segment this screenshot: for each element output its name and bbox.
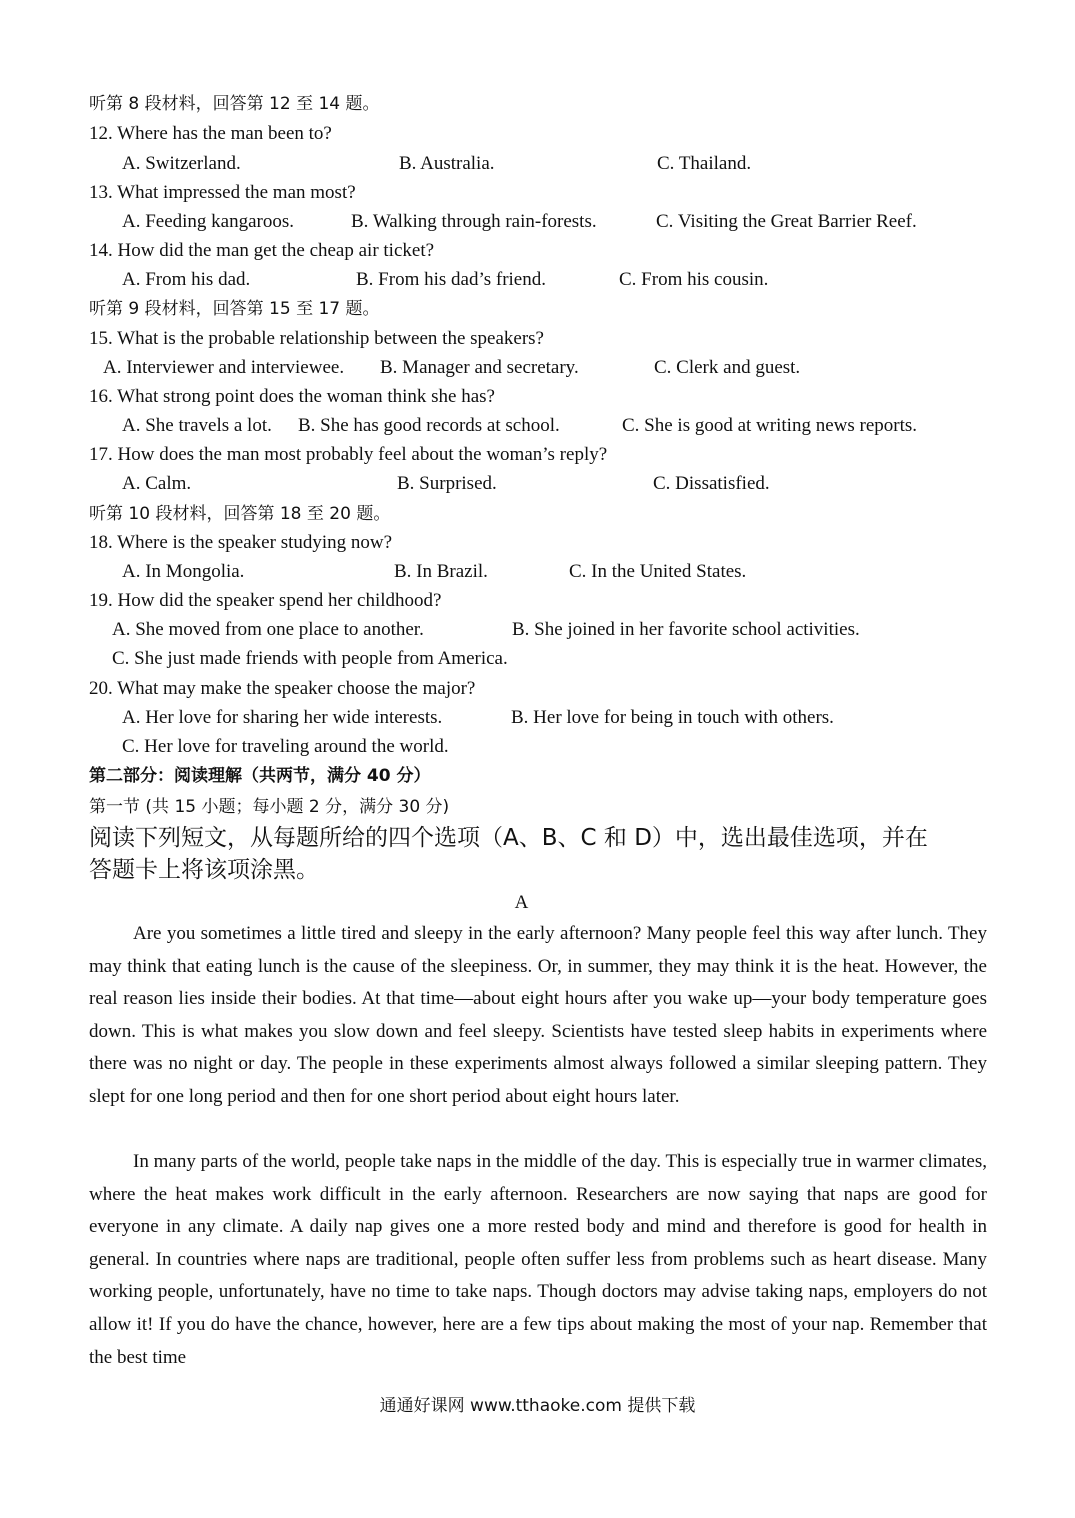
q17-option-a: A. Calm. [122, 473, 192, 494]
q14-option-a: A. From his dad. [122, 269, 251, 290]
question-13: 13. What impressed the man most? [89, 182, 356, 203]
passage-label: A [514, 892, 529, 913]
section-10-heading: 听第 10 段材料，回答第 18 至 20 题。 [89, 504, 391, 524]
passage-paragraph-2: In many parts of the world, people take naps in the middle of the day. This is especially true in warmer climates, where the heat makes work difficult in the early afternoon. Researchers are now saying that naps are good for everyone in any climate. A daily nap gives one a more rested body and mind and therefore is good for health in general. In countries where naps are traditional, people often suffer less from problems such as heart disease. Many working people, unfortunately, have no time to take naps. Though doctors may advise taking naps, employers do not allow it! If you do have the chance, however, here are a few tips about making the most of your nap. Remember that the best time [89, 1151, 987, 1368]
q19-option-a: A. She moved from one place to another. [112, 619, 424, 640]
q18-option-a: A. In Mongolia. [122, 561, 245, 582]
question-19: 19. How did the speaker spend her childhood? [89, 590, 442, 611]
q12-option-b: B. Australia. [399, 153, 495, 174]
question-14: 14. How did the man get the cheap air ticket? [89, 240, 435, 261]
q12-option-a: A. Switzerland. [122, 153, 241, 174]
question-20: 20. What may make the speaker choose the major? [89, 678, 476, 699]
q16-option-b: B. She has good records at school. [298, 415, 560, 436]
page-footer: 通通好课网 www.tthaoke.com 提供下载 [379, 1396, 696, 1416]
q18-option-b: B. In Brazil. [394, 561, 488, 582]
q20-option-a: A. Her love for sharing her wide interests. [122, 707, 443, 728]
q13-option-a: A. Feeding kangaroos. [122, 211, 295, 232]
question-17: 17. How does the man most probably feel about the woman’s reply? [89, 444, 608, 465]
question-16: 16. What strong point does the woman think she has? [89, 386, 495, 407]
section-9-heading: 听第 9 段材料，回答第 15 至 17 题。 [89, 299, 380, 319]
q14-option-c: C. From his cousin. [619, 269, 769, 290]
q17-option-c: C. Dissatisfied. [653, 473, 770, 494]
q20-option-b: B. Her love for being in touch with others. [511, 707, 834, 728]
passage-paragraph-1: Are you sometimes a little tired and sleepy in the early afternoon? Many people feel this way after lunch. They may think that eating lunch is the cause of the sleepiness. Or, in summer, they may think it is the heat. However, the real reason lies inside their bodies. At that time—about eight hours after you wake up—your body temperature goes down. This is what makes you slow down and feel sleepy. Scientists have tested sleep habits in experiments where there was no night or day. The people in these experiments almost always followed a similar sleeping pattern. They slept for one long period and then for one short period about eight hours later. [89, 923, 987, 1107]
q19-option-c: C. She just made friends with people from America. [112, 648, 508, 669]
q15-option-c: C. Clerk and guest. [654, 357, 801, 378]
q16-option-c: C. She is good at writing news reports. [622, 415, 918, 436]
section-8-heading: 听第 8 段材料，回答第 12 至 14 题。 [89, 94, 380, 114]
q19-option-b: B. She joined in her favorite school activities. [512, 619, 860, 640]
q17-option-b: B. Surprised. [397, 473, 497, 494]
q15-option-a: A. Interviewer and interviewee. [103, 357, 345, 378]
question-15: 15. What is the probable relationship between the speakers? [89, 328, 544, 349]
q13-option-b: B. Walking through rain-forests. [351, 211, 597, 232]
section-one-heading: 第一节 (共 15 小题；每小题 2 分，满分 30 分) [89, 797, 450, 817]
q18-option-c: C. In the United States. [569, 561, 747, 582]
q13-option-c: C. Visiting the Great Barrier Reef. [656, 211, 917, 232]
instruction-line-2: 答题卡上将该项涂黑。 [89, 857, 319, 883]
q16-option-a: A. She travels a lot. [122, 415, 272, 436]
question-18: 18. Where is the speaker studying now? [89, 532, 393, 553]
question-12: 12. Where has the man been to? [89, 123, 332, 144]
instruction-line-1: 阅读下列短文，从每题所给的四个选项（A、B、C 和 D）中，选出最佳选项，并在 [89, 825, 928, 851]
q20-option-c: C. Her love for traveling around the world. [122, 736, 449, 757]
q14-option-b: B. From his dad’s friend. [356, 269, 546, 290]
q12-option-c: C. Thailand. [657, 153, 752, 174]
part-two-title: 第二部分：阅读理解（共两节，满分 40 分） [89, 766, 431, 786]
q15-option-b: B. Manager and secretary. [380, 357, 579, 378]
